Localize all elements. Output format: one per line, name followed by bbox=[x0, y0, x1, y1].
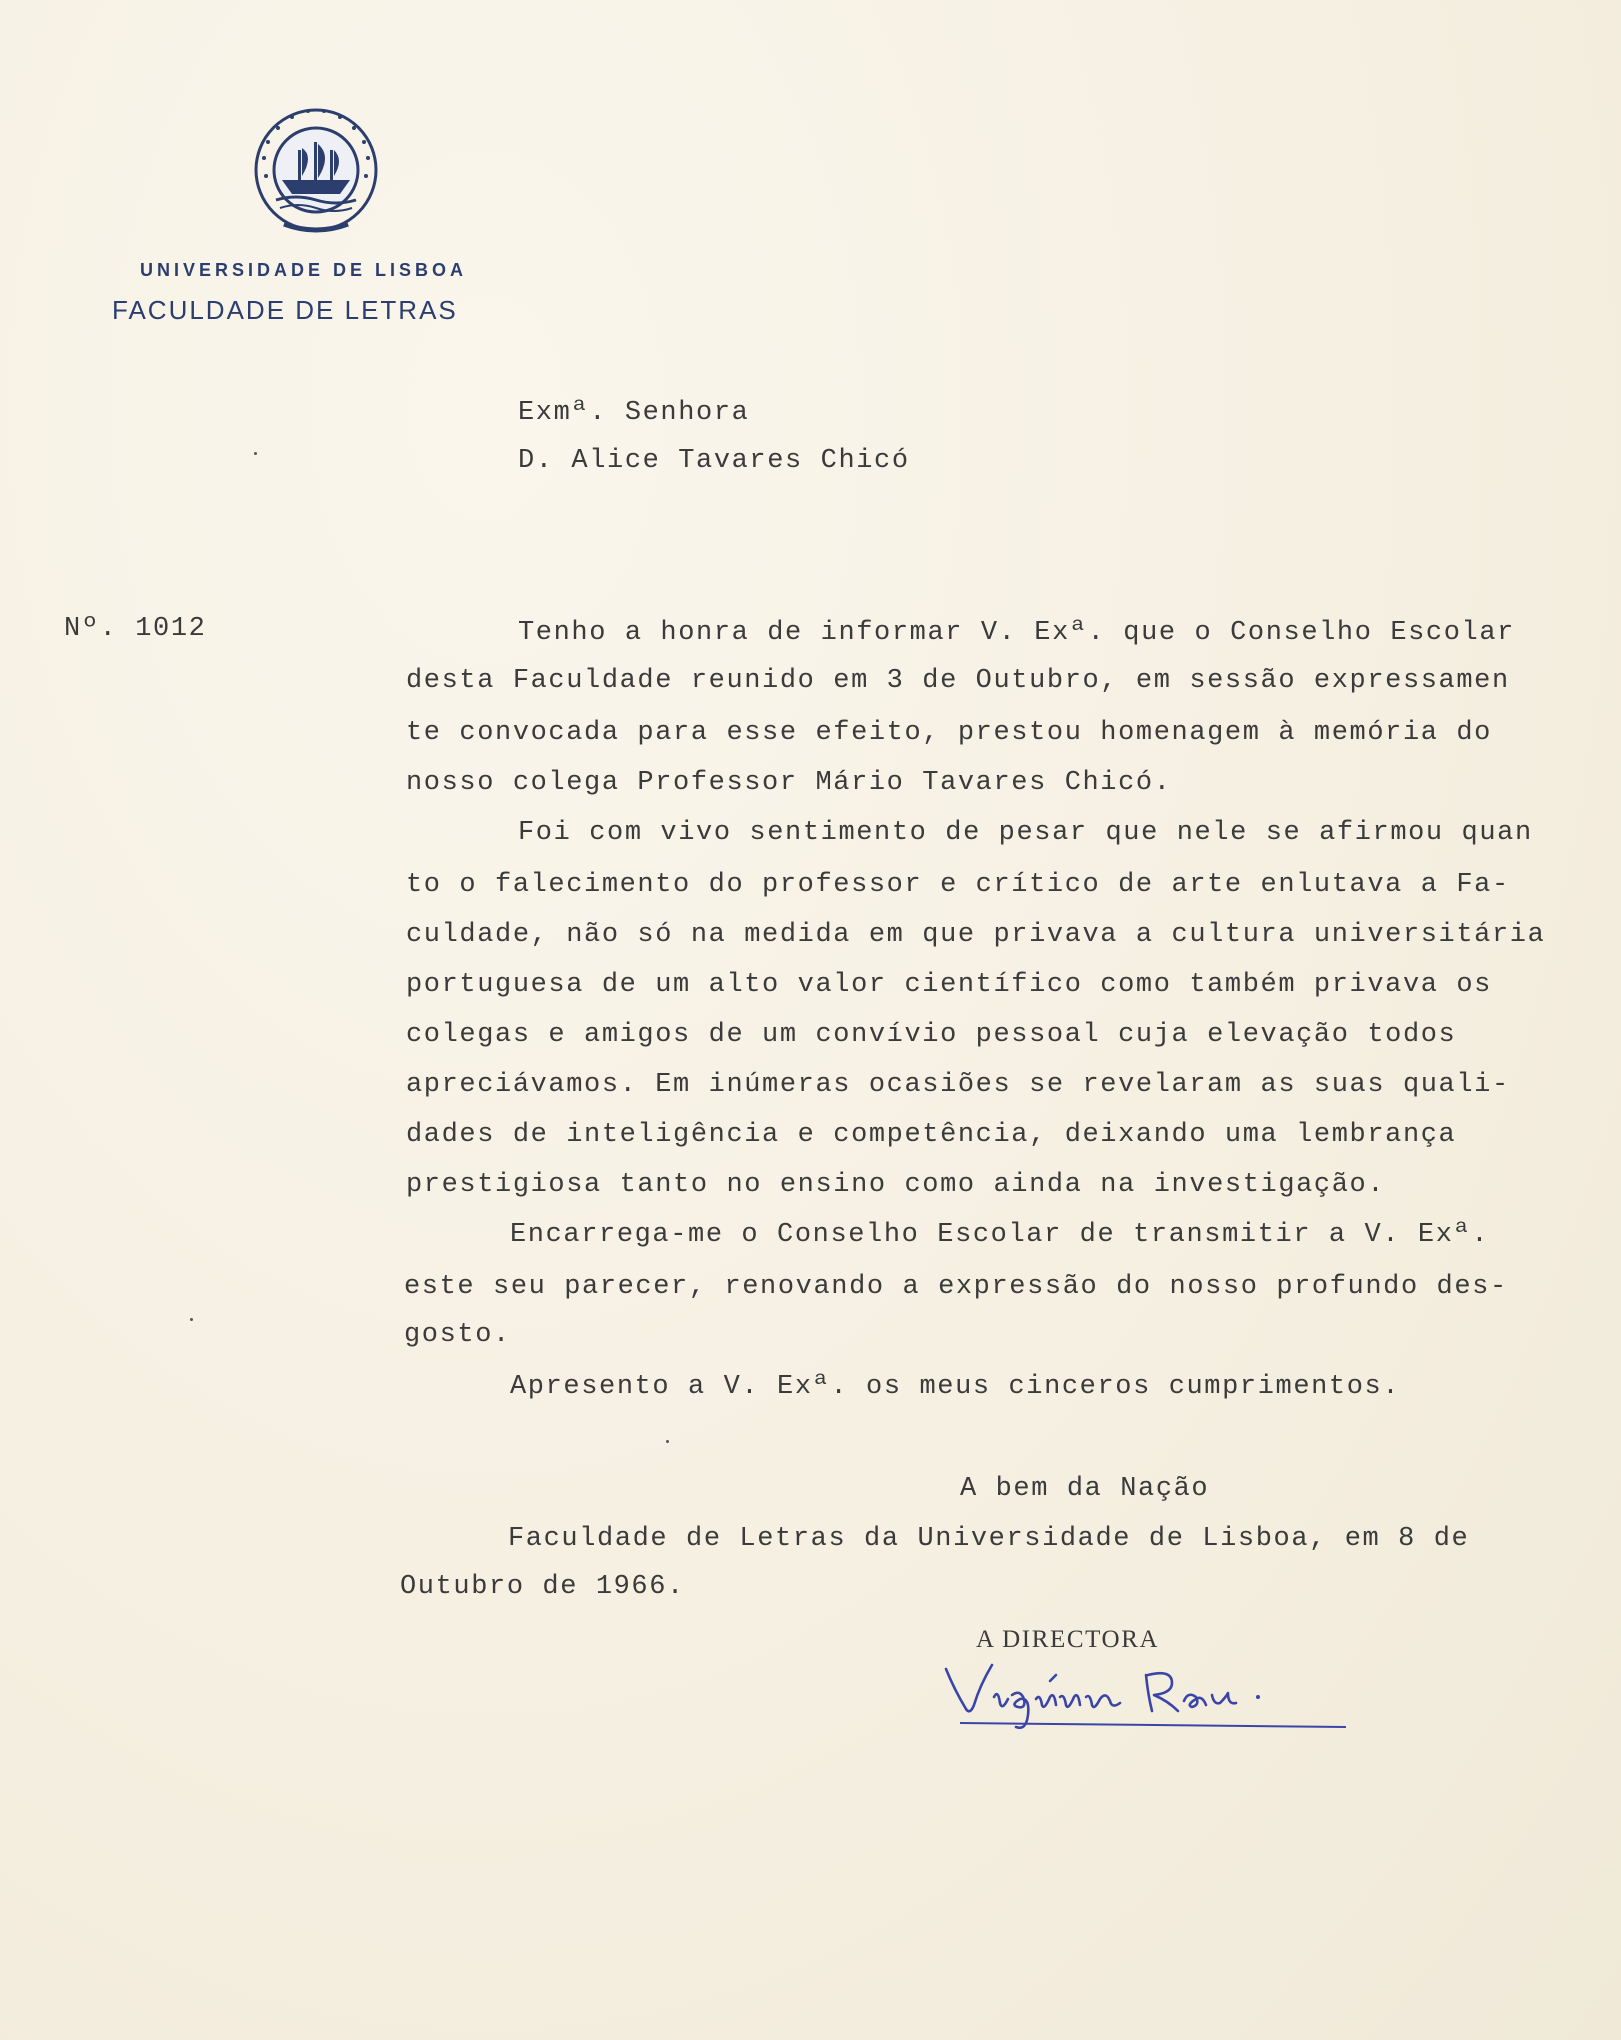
body-line: desta Faculdade reunido em 3 de Outubro, em sessão expressamen bbox=[406, 666, 1510, 696]
university-name: UNIVERSIDADE DE LISBOA bbox=[140, 260, 468, 280]
reference-number: Nº. 1012 bbox=[64, 614, 207, 644]
paper-speck bbox=[190, 1318, 193, 1321]
body-line: portuguesa de um alto valor científico como também privava os bbox=[406, 970, 1492, 1000]
closing-place-date: Outubro de 1966. bbox=[400, 1572, 685, 1602]
signatory-title: A DIRECTORA bbox=[976, 1626, 1160, 1653]
closing-place-date: Faculdade de Letras da Universidade de Lisboa, em 8 de bbox=[508, 1524, 1470, 1554]
body-line: nosso colega Professor Mário Tavares Chicó. bbox=[406, 768, 1172, 798]
body-line: este seu parecer, renovando a expressão do nosso profundo des- bbox=[404, 1272, 1508, 1302]
body-line: culdade, não só na medida em que privava a cultura universitária bbox=[406, 920, 1546, 950]
recipient-salutation: Exmª. Senhora bbox=[518, 398, 750, 428]
body-line: apreciávamos. Em inúmeras ocasiões se revelaram as suas quali- bbox=[406, 1070, 1510, 1100]
body-line: Encarrega-me o Conselho Escolar de transmitir a V. Exª. bbox=[510, 1220, 1490, 1250]
body-line: te convocada para esse efeito, prestou homenagem à memória do bbox=[406, 718, 1492, 748]
closing-motto: A bem da Nação bbox=[960, 1474, 1210, 1504]
university-seal-icon bbox=[236, 98, 396, 238]
body-line: Tenho a honra de informar V. Exª. que o Conselho Escolar bbox=[518, 618, 1515, 648]
body-line: colegas e amigos de um convívio pessoal cuja elevação todos bbox=[406, 1020, 1457, 1050]
faculty-name: FACULDADE DE LETRAS bbox=[112, 295, 458, 325]
body-line: prestigiosa tanto no ensino como ainda na investigação. bbox=[406, 1170, 1386, 1200]
paper-speck bbox=[666, 1440, 669, 1443]
body-line: Apresento a V. Exª. os meus cinceros cumprimentos. bbox=[510, 1372, 1401, 1402]
recipient-name: D. Alice Tavares Chicó bbox=[518, 446, 910, 476]
body-line: gosto. bbox=[404, 1320, 511, 1350]
body-line: Foi com vivo sentimento de pesar que nele se afirmou quan bbox=[518, 818, 1533, 848]
paper-speck bbox=[254, 452, 257, 455]
body-line: dades de inteligência e competência, deixando uma lembrança bbox=[406, 1120, 1457, 1150]
body-line: to o falecimento do professor e crítico de arte enlutava a Fa- bbox=[406, 870, 1510, 900]
